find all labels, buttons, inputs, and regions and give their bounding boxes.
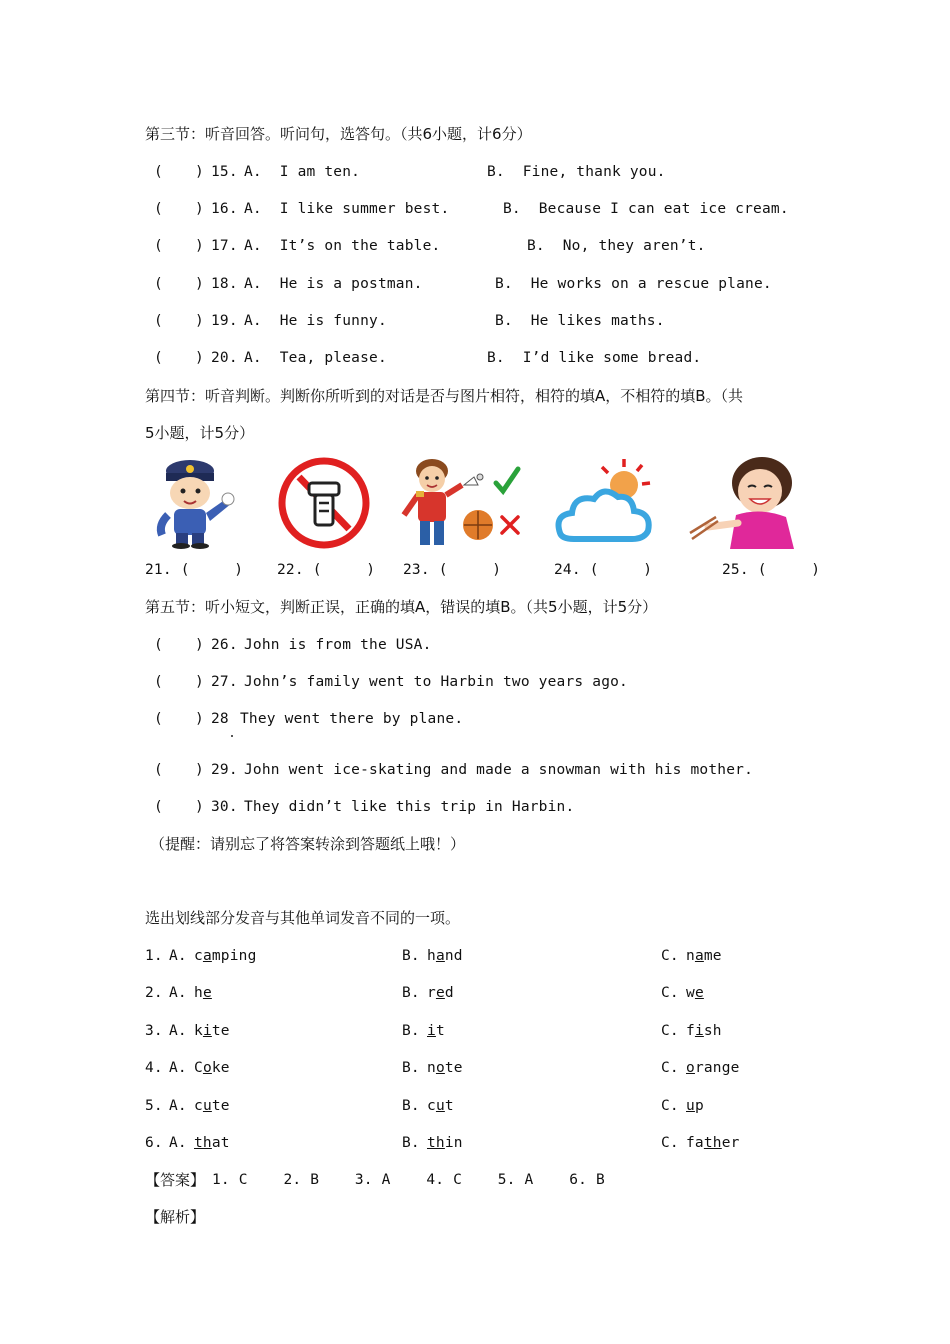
word-part: r [427, 985, 436, 1001]
word-part: c [427, 1098, 436, 1114]
answer-paren-close: ) [195, 276, 204, 292]
no-entry-sign-icon [277, 455, 372, 550]
answer-paren-close: ) [195, 201, 204, 217]
option-word [194, 1133, 230, 1153]
option-word [194, 946, 257, 966]
answer-paren-open: ( [154, 637, 163, 653]
statement-text: John’s family went to Harbin two years ago. [244, 674, 628, 690]
option-letter: C. [661, 1135, 679, 1151]
underlined-letters: a [694, 948, 704, 964]
question-number: 17. [211, 238, 238, 254]
underlined-letters: e [202, 985, 212, 1001]
word-part: w [686, 985, 695, 1001]
answer-paren-open: ( [154, 238, 163, 254]
answer-label: 【答案】 [145, 1171, 206, 1189]
word-part: nd [444, 948, 463, 964]
option-b: B. He works on a rescue plane. [495, 276, 772, 292]
statement-text: John is from the USA. [244, 637, 432, 653]
underlined-letters: i [202, 1023, 212, 1039]
option-letter: B. [402, 1098, 420, 1114]
answer-paren-close: ) [195, 799, 204, 815]
stray-dot [231, 735, 233, 737]
picture-answer-label: 25. ( ) [722, 562, 821, 578]
option-letter: A. [169, 1023, 187, 1039]
question-number: 19. [211, 313, 238, 329]
option-b: B. No, they aren’t. [527, 238, 706, 254]
word-part: C [194, 1060, 203, 1076]
underlined-letters: o [686, 1060, 695, 1076]
underlined-letters: th [194, 1135, 212, 1151]
word-part: me [703, 948, 722, 964]
underlined-letters: u [686, 1098, 695, 1114]
phonics-title: 选出划线部分发音与其他单词发音不同的一项。 [145, 909, 461, 927]
answer-paren-open: ( [154, 762, 163, 778]
section4-title-line1: 第四节：听音判断。判断你所听到的对话是否与图片相符，相符的填A，不相符的填B。（共 [145, 387, 744, 405]
option-b: B. I’d like some bread. [487, 350, 702, 366]
picture-answer-label: 21. ( ) [145, 562, 244, 578]
word-part: fa [686, 1135, 704, 1151]
option-word [427, 1058, 463, 1078]
row-number: 6. [145, 1135, 163, 1151]
option-letter: B. [402, 985, 420, 1001]
option-a: A. He is a postman. [244, 276, 423, 292]
word-part: te [444, 1060, 463, 1076]
option-b: B. Because I can eat ice cream. [503, 201, 789, 217]
option-word [194, 1096, 230, 1116]
row-number: 5. [145, 1098, 163, 1114]
word-part: c [194, 1098, 203, 1114]
answer-paren-close: ) [195, 674, 204, 690]
word-part: sh [703, 1023, 722, 1039]
word-part: d [444, 985, 454, 1001]
statement-text: John went ice-skating and made a snowman with his mother. [244, 762, 753, 778]
option-letter: C. [661, 1023, 679, 1039]
option-letter: B. [402, 1060, 420, 1076]
section5-title: 第五节：听小短文，判断正误，正确的填A，错误的填B。（共5小题，计5分） [145, 598, 658, 616]
question-number: 28 [211, 711, 229, 727]
option-word [686, 1058, 740, 1078]
question-number: 27. [211, 674, 238, 690]
option-word [194, 983, 212, 1003]
underlined-letters: u [202, 1098, 212, 1114]
underlined-letters: th [427, 1135, 445, 1151]
word-part: n [686, 948, 695, 964]
question-number: 29. [211, 762, 238, 778]
question-number: 26. [211, 637, 238, 653]
underlined-letters: o [202, 1060, 212, 1076]
picture-answer-label: 22. ( ) [277, 562, 376, 578]
word-part: k [194, 1023, 203, 1039]
option-word [686, 946, 722, 966]
question-number: 18. [211, 276, 238, 292]
word-part: at [211, 1135, 230, 1151]
question-number: 30. [211, 799, 238, 815]
option-word [427, 1133, 463, 1153]
word-part: te [211, 1098, 230, 1114]
answer-paren-close: ) [195, 637, 204, 653]
answer-paren-open: ( [154, 201, 163, 217]
analysis-label: 【解析】 [145, 1208, 206, 1226]
underlined-letters: i [427, 1023, 436, 1039]
girl-chopsticks-icon [686, 455, 801, 550]
underlined-letters: o [435, 1060, 445, 1076]
row-number: 1. [145, 948, 163, 964]
answer-paren-close: ) [195, 711, 204, 727]
word-part: t [444, 1098, 454, 1114]
option-letter: C. [661, 985, 679, 1001]
word-part: in [444, 1135, 463, 1151]
answer-list: 1. C 2. B 3. A 4. C 5. A 6. B [212, 1172, 605, 1188]
row-number: 3. [145, 1023, 163, 1039]
underlined-letters: e [694, 985, 704, 1001]
underlined-letters: i [694, 1023, 704, 1039]
option-letter: B. [402, 948, 420, 964]
picture-answer-label: 23. ( ) [403, 562, 502, 578]
word-part: te [211, 1023, 230, 1039]
option-word [427, 1096, 454, 1116]
option-b: B. He likes maths. [495, 313, 665, 329]
word-part: range [694, 1060, 740, 1076]
option-letter: C. [661, 948, 679, 964]
section4-title-line2: 5小题，计5分） [145, 424, 255, 442]
statement-text: They went there by plane. [240, 711, 464, 727]
option-letter: A. [169, 1135, 187, 1151]
question-number: 16. [211, 201, 238, 217]
answer-paren-close: ) [195, 313, 204, 329]
word-part: t [435, 1023, 445, 1039]
option-word [427, 946, 463, 966]
row-number: 4. [145, 1060, 163, 1076]
answer-paren-open: ( [154, 164, 163, 180]
reminder-text: （提醒：请别忘了将答案转涂到答题纸上哦！） [150, 835, 466, 853]
option-word [686, 983, 704, 1003]
option-word [686, 1096, 704, 1116]
option-letter: C. [661, 1060, 679, 1076]
statement-text: They didn’t like this trip in Harbin. [244, 799, 575, 815]
word-part: ke [211, 1060, 230, 1076]
question-number: 15. [211, 164, 238, 180]
underlined-letters: th [703, 1135, 722, 1151]
option-word [427, 1021, 445, 1041]
option-letter: A. [169, 1060, 187, 1076]
underlined-letters: a [202, 948, 212, 964]
option-letter: A. [169, 985, 187, 1001]
word-part: er [721, 1135, 740, 1151]
word-part: f [686, 1023, 695, 1039]
answer-paren-close: ) [195, 164, 204, 180]
word-part: n [427, 1060, 436, 1076]
row-number: 2. [145, 985, 163, 1001]
section3-title: 第三节：听音回答。听问句，选答句。（共6小题，计6分） [145, 125, 532, 143]
picture-answer-label: 24. ( ) [554, 562, 653, 578]
boy-sports-icon [400, 455, 532, 550]
underlined-letters: a [435, 948, 445, 964]
word-part: h [194, 985, 203, 1001]
answer-paren-open: ( [154, 276, 163, 292]
answer-paren-open: ( [154, 313, 163, 329]
word-part: c [194, 948, 203, 964]
option-word [194, 1021, 230, 1041]
option-a: A. Tea, please. [244, 350, 387, 366]
option-word [194, 1058, 230, 1078]
option-letter: A. [169, 1098, 187, 1114]
option-letter: C. [661, 1098, 679, 1114]
option-letter: A. [169, 948, 187, 964]
option-a: A. It’s on the table. [244, 238, 441, 254]
police-officer-icon [148, 455, 238, 550]
option-letter: B. [402, 1023, 420, 1039]
option-letter: B. [402, 1135, 420, 1151]
underlined-letters: u [435, 1098, 445, 1114]
answer-paren-close: ) [195, 350, 204, 366]
word-part: mping [211, 948, 257, 964]
word-part: p [694, 1098, 704, 1114]
underlined-letters: e [435, 985, 445, 1001]
answer-paren-open: ( [154, 799, 163, 815]
answer-paren-open: ( [154, 674, 163, 690]
question-number: 20. [211, 350, 238, 366]
option-word [427, 983, 454, 1003]
option-word [686, 1021, 722, 1041]
answer-paren-open: ( [154, 711, 163, 727]
answer-paren-close: ) [195, 762, 204, 778]
word-part: h [427, 948, 436, 964]
option-b: B. Fine, thank you. [487, 164, 666, 180]
option-a: A. I like summer best. [244, 201, 450, 217]
option-a: A. He is funny. [244, 313, 387, 329]
sun-cloud-icon [552, 455, 662, 550]
answer-paren-open: ( [154, 350, 163, 366]
answer-paren-close: ) [195, 238, 204, 254]
option-a: A. I am ten. [244, 164, 361, 180]
option-word [686, 1133, 740, 1153]
